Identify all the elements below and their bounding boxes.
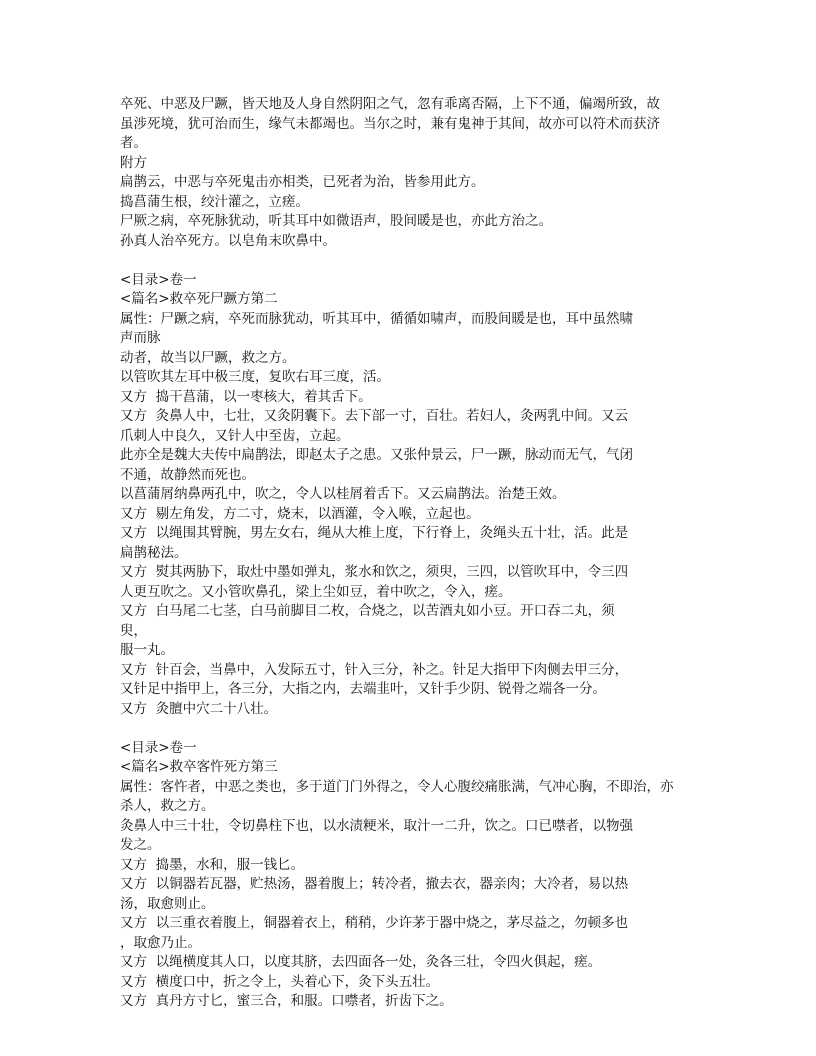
- text-line: 又方 灸鼻人中，七壮，又灸阴囊下。去下部一寸，百壮。若妇人，灸两乳中间。又云: [120, 408, 629, 424]
- document-page: [120, 95, 680, 1012]
- text-line: 又方 针百会，当鼻中，入发际五寸，针入三分，补之。针足大指甲下肉侧去甲三分，: [120, 661, 629, 678]
- text-line: 又方 以绳围其臂腕，男左女右，绳从大椎上度，下行脊上，灸绳头五十壮，活。此是: [120, 525, 629, 541]
- text-line: 汤，取愈则止。: [120, 895, 215, 912]
- text-line: 尸厥之病，卒死脉犹动，听其耳中如微语声，股间暖是也，亦此方治之。: [120, 213, 552, 229]
- text-line: 臾，: [120, 622, 147, 639]
- text-line: 又方 横度口中，折之令上，头着心下，灸下头五壮。: [120, 973, 440, 990]
- text-line: 不通，故静然而死也。: [120, 466, 255, 483]
- text-line: 又方 捣墨，水和，服一钱匕。: [120, 856, 305, 873]
- text-line: 以菖蒲屑纳鼻两孔中，吹之，令人以桂屑着舌下。又云扁鹊法。治楚王效。: [120, 486, 566, 502]
- section-gap: [120, 251, 680, 271]
- section-2: [120, 271, 680, 720]
- text-line: 发之。: [120, 837, 161, 853]
- text-line: 属性：客忤者，中恶之类也，多于道门门外得之，令人心腹绞痛胀满，气冲心胸，不即治，亦: [120, 778, 674, 795]
- text-line: 灸鼻人中三十壮，令切鼻柱下也，以水渍粳米，取汁一二升，饮之。口已噤者，以物强: [120, 817, 633, 834]
- text-line: 人更互吹之。又小管吹鼻孔，梁上尘如豆，着中吹之，令入，瘥。: [120, 583, 512, 600]
- text-line: 又针足中指甲上，各三分，大指之内，去端韭叶，又针手少阴、锐骨之端各一分。: [120, 681, 606, 697]
- text-line: 又方 真丹方寸匕，蜜三合，和服。口噤者，折齿下之。: [120, 993, 453, 1009]
- text-line: 又方 以三重衣着腹上，铜器着衣上，稍稍，少许茅于器中烧之，茅尽益之，勿顿多也: [120, 915, 629, 931]
- text-line: 者。: [120, 135, 147, 151]
- text-line: 捣菖蒲生根，绞汁灌之，立瘥。: [120, 193, 309, 210]
- text-line: 又方 以绳横度其人口，以度其脐，去四面各一处，灸各三壮，令四火俱起，瘥。: [120, 954, 602, 970]
- text-line: 服一丸。: [120, 642, 174, 658]
- text-line: 声而脉: [120, 330, 161, 346]
- text-line: 属性：尸蹶之病，卒死而脉犹动，听其耳中，循循如啸声，而股间暖是也，耳中虽然啸: [120, 310, 633, 327]
- text-line: 扁鹊云，中恶与卒死鬼击亦相类，已死者为治，皆参用此方。: [120, 174, 485, 190]
- intro-section: [120, 95, 680, 251]
- text-line: 孙真人治卒死方。以皂角末吹鼻中。: [120, 232, 336, 249]
- text-line: 又方 捣干菖蒲，以一枣核大，着其舌下。: [120, 388, 372, 405]
- text-line: 爪刺人中良久，又针人中至齿，立起。: [120, 427, 350, 444]
- text-line: 杀人，救之方。: [120, 798, 215, 814]
- text-line: 又方 白马尾二七茎，白马前脚目二枚，合烧之，以苦酒丸如小豆。开口吞二丸，须: [120, 603, 615, 619]
- text-line: 卒死、中恶及尸蹶，皆天地及人身自然阴阳之气，忽有乖离否隔，上下不通，偏竭所致，故: [120, 96, 660, 112]
- chapter-heading: <篇名>救卒死尸蹶方第二: [120, 291, 278, 307]
- catalog-heading: <目录>卷一: [120, 271, 197, 288]
- chapter-heading: <篇名>救卒客忤死方第三: [120, 759, 278, 775]
- text-line: 扁鹊秘法。: [120, 544, 188, 561]
- text-line: 附方: [120, 154, 147, 171]
- text-line: ，取愈乃止。: [120, 934, 201, 951]
- section-3: [120, 739, 680, 1012]
- section-gap: [120, 719, 680, 739]
- text-line: 动者，故当以尸蹶，救之方。: [120, 349, 296, 366]
- text-line: 又方 灸膻中穴二十八壮。: [120, 700, 278, 717]
- catalog-heading: <目录>卷一: [120, 739, 197, 756]
- text-line: 又方 剔左角发，方二寸，烧末，以酒灌，令入喉，立起也。: [120, 505, 480, 522]
- text-line: 又方 以铜器若瓦器，贮热汤，器着腹上；转冷者，撤去衣，器亲肉；大冷者，易以热: [120, 876, 629, 892]
- text-line: 又方 熨其两胁下，取灶中墨如弹丸，浆水和饮之，须臾，三四，以管吹耳中，令三四: [120, 564, 629, 580]
- text-line: 以管吹其左耳中极三度，复吹右耳三度，活。: [120, 369, 390, 385]
- text-line: 此亦全是魏大夫传中扁鹊法，即赵太子之患。又张仲景云，尸一蹶，脉动而无气，气闭: [120, 447, 633, 463]
- text-line: 虽涉死境，犹可治而生，缘气未都竭也。当尔之时，兼有鬼神于其间，故亦可以符术而获济: [120, 115, 660, 132]
